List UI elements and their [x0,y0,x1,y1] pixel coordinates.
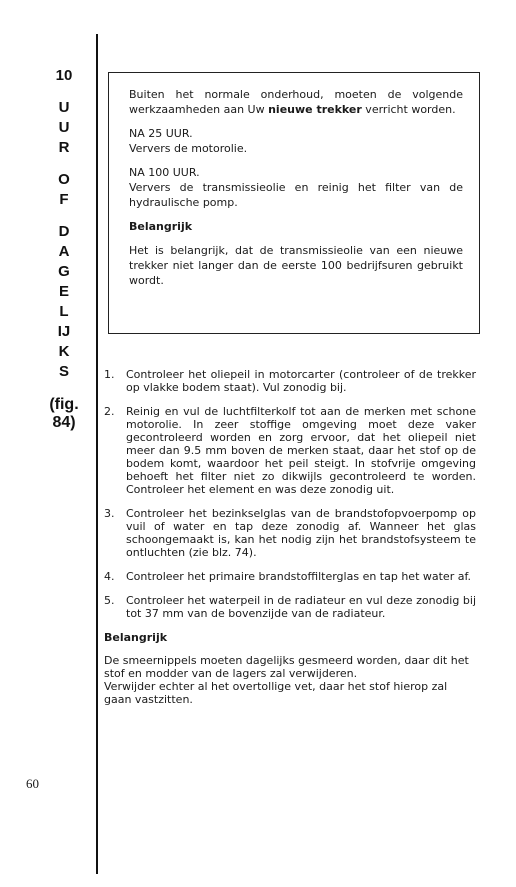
item-text: Controleer het waterpeil in de radiateur en vul deze zonodig bij tot 37 mm van de bovenzijde van de radiateur. [126,594,476,620]
title-line: A [58,243,70,260]
title-line: IJ [57,323,71,340]
list-item [104,570,476,583]
title-line: R [58,139,70,156]
title-line: E [58,283,69,300]
notice-intro: Buiten het normale onderhoud, moeten de volgende werkzaamheden aan Uw nieuwe trekker verricht worden. [129,88,463,116]
title-line: 10 [55,67,73,84]
list-item [104,405,476,496]
title-line: S [58,363,69,380]
title-line: K [58,343,70,360]
list-item [104,594,476,620]
maintenance-list [104,368,476,706]
note-heading: Belangrijk [104,631,168,644]
item-number: 4. [104,570,115,583]
important-heading: Belangrijk [129,220,193,233]
figure-reference [40,396,88,432]
na25-title: NA 25 UUR. [129,127,193,140]
note-paragraph-1: De smeernippels moeten dagelijks gesmeerd worden, daar dit het stof en modder van de lagers zal verwijderen. [104,654,469,680]
item-number: 2. [104,405,115,418]
item-text: Controleer het oliepeil in motorcarter (controleer of de trekker op vlakke bodem staat). Vul zonodig bij. [126,368,476,394]
section-title [40,66,88,432]
title-line: U [58,99,70,116]
item-text: Controleer het primaire brandstoffilterglas en tap het water af. [126,570,472,583]
title-line: O [58,171,70,188]
na100-title: NA 100 UUR. [129,166,200,179]
item-text: Controleer het bezinkselglas van de brandstofopvoerpomp op vuil of water en tap deze zonodig af. Wanneer het glas schoongemaakt is, kan het nodig zijn het brandstofsysteem te ontluchten (zie blz. 74). [126,507,476,559]
title-line: D [58,223,70,240]
figure-ref-line2: 84) [52,414,76,431]
list-item [104,368,476,394]
page-number: 60 [26,776,39,791]
margin-rule [96,34,98,874]
item-number: 3. [104,507,115,520]
item-number: 1. [104,368,115,381]
lubrication-note [104,631,476,706]
title-line: G [58,263,70,280]
item-number: 5. [104,594,115,607]
na25-text: Ververs de motorolie. [129,142,248,155]
important-text: Het is belangrijk, dat de transmissieolie van een nieuwe trekker niet langer dan de eerste 100 bedrijfsuren gebruikt wordt. [129,244,463,287]
note-paragraph-2: Verwijder echter al het overtollige vet, daar het stof hierop zal gaan vastzitten. [104,680,448,706]
title-line: L [59,303,69,320]
item-text: Reinig en vul de luchtfilterkolf tot aan de merken met schone motorolie. In zeer stoffige omgeving moet deze vaker gecontroleerd worden en zorg ervoor, dat het oliepeil niet meer dan 9.5 mm boven de merken staat, daar het stof op de bodem komt, waardoor het peil steigt. In stofvrije omgeving behoeft het filter niet zo dikwijls gecontroleerd te worden. Controleer het element en was deze zonodig uit. [126,405,476,496]
title-line: U [58,119,70,136]
title-line: F [59,191,69,208]
figure-ref-line1: (fig. [49,396,79,413]
list-item [104,507,476,559]
notice-intro-emphasis: nieuwe trekker [268,103,362,116]
new-tractor-notice-box [108,72,480,334]
na100-text: Ververs de transmissieolie en reinig het filter van de hydraulische pomp. [129,181,463,209]
